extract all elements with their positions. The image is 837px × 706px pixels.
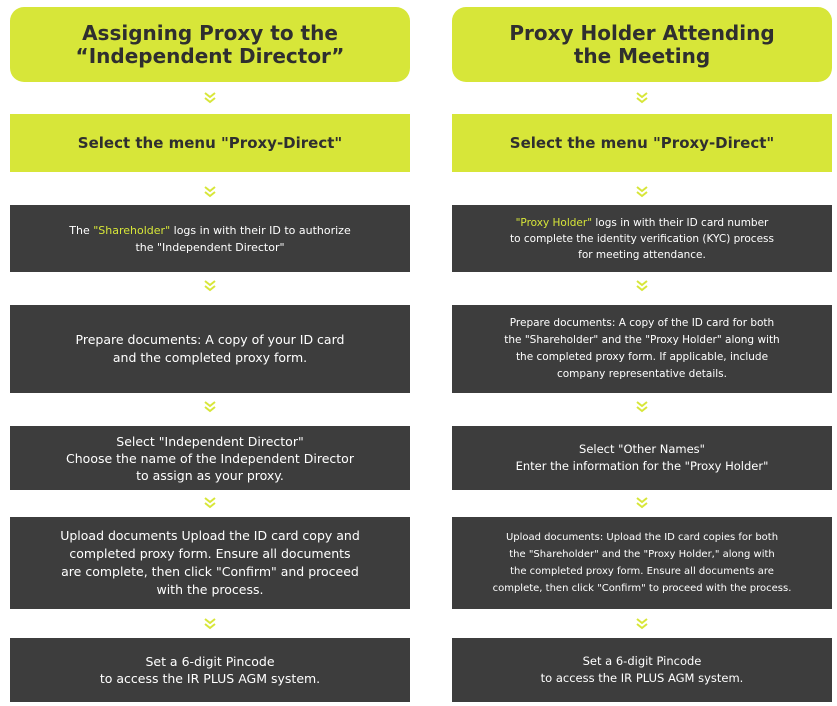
double-chevron-down-icon [635, 497, 649, 509]
right-step-documents: Prepare documents: A copy of the ID card for both the "Shareholder" and the "Proxy Holder" along with the completed proxy form. If applicable, include company representative details. [452, 305, 832, 393]
double-chevron-down-icon [635, 618, 649, 630]
proxy-holder-highlight: "Proxy Holder" [515, 216, 593, 229]
shareholder-highlight: "Shareholder" [93, 223, 171, 237]
right-step-upload: Upload documents: Upload the ID card copies for both the "Shareholder" and the "Proxy Holder," along with the completed proxy form. Ensure all documents are complete, then click "Confirm" to proceed with the process. [452, 517, 832, 609]
double-chevron-down-icon [203, 186, 217, 198]
double-chevron-down-icon [203, 92, 217, 104]
right-step-select: Select "Other Names" Enter the information for the "Proxy Holder" [452, 426, 832, 490]
left-step-login [10, 205, 410, 272]
right-step-pincode: Set a 6-digit Pincode to access the IR PLUS AGM system. [452, 638, 832, 702]
double-chevron-down-icon [203, 280, 217, 292]
double-chevron-down-icon [635, 92, 649, 104]
double-chevron-down-icon [203, 401, 217, 413]
double-chevron-down-icon [203, 618, 217, 630]
double-chevron-down-icon [635, 280, 649, 292]
right-step-login [452, 205, 832, 272]
double-chevron-down-icon [635, 401, 649, 413]
left-step-login-post: logs in with their ID to authorize the "Independent Director" [135, 223, 351, 254]
left-step-select: Select "Independent Director" Choose the name of the Independent Director to assign as your proxy. [10, 426, 410, 490]
right-menu-step: Select the menu "Proxy-Direct" [452, 114, 832, 172]
left-step-login-pre: The [69, 223, 94, 237]
left-step-pincode: Set a 6-digit Pincode to access the IR PLUS AGM system. [10, 638, 410, 702]
left-title: Assigning Proxy to the “Independent Director” [10, 7, 410, 82]
double-chevron-down-icon [203, 497, 217, 509]
right-title: Proxy Holder Attending the Meeting [452, 7, 832, 82]
left-step-documents: Prepare documents: A copy of your ID card and the completed proxy form. [10, 305, 410, 393]
double-chevron-down-icon [635, 186, 649, 198]
left-menu-step: Select the menu "Proxy-Direct" [10, 114, 410, 172]
left-step-upload: Upload documents Upload the ID card copy and completed proxy form. Ensure all documents are complete, then click "Confirm" and proceed with the process. [10, 517, 410, 609]
right-step-login-post: logs in with their ID card number to complete the identity verification (KYC) process for meeting attendance. [510, 216, 774, 261]
